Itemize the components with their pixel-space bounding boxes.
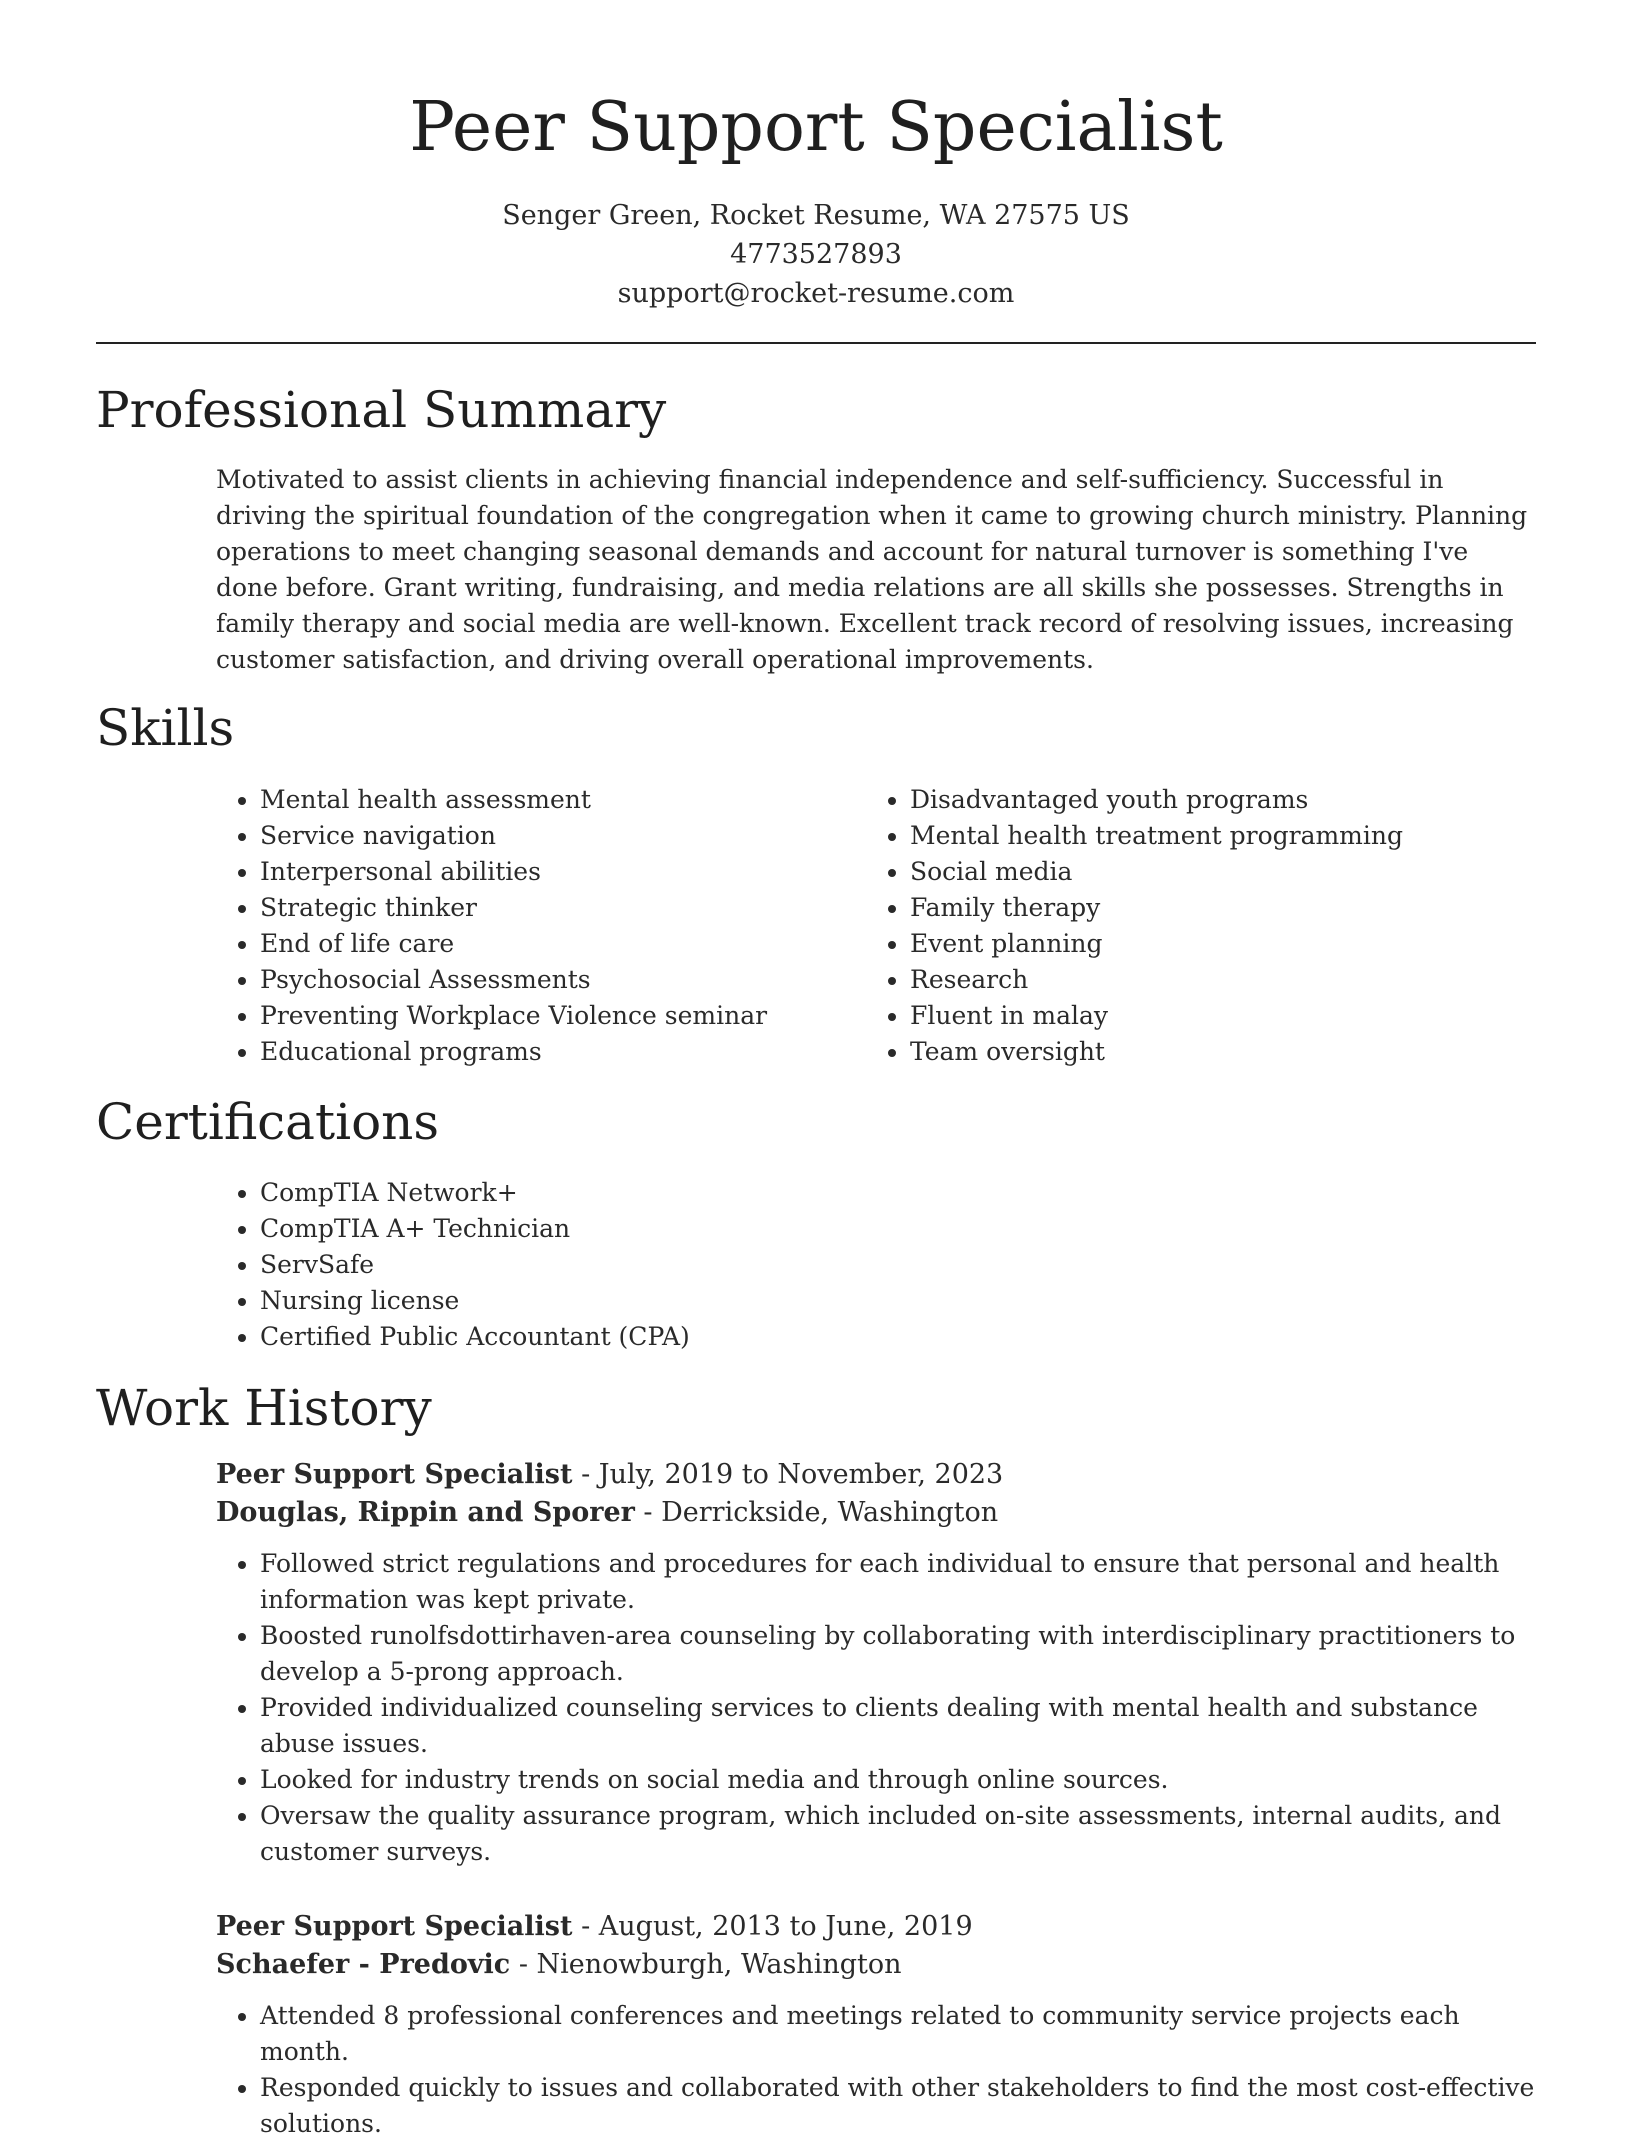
contact-block xyxy=(0,196,1632,313)
job-bullet: • Attended 8 professional conferences and meetings related to community service projects each month. xyxy=(260,1998,1538,2070)
header-divider xyxy=(96,342,1536,344)
certifications-block xyxy=(216,1175,1116,1355)
job-title-line xyxy=(216,1908,1538,1946)
job-location: - Derrickside, Washington xyxy=(634,1497,999,1528)
job-title-line xyxy=(216,1456,1538,1494)
certification-item: • Certified Public Accountant (CPA) xyxy=(260,1319,1116,1355)
skill-item: • Research xyxy=(910,962,1526,998)
contact-email: support@rocket-resume.com xyxy=(617,278,1015,309)
job-company: Schaefer - Predovic xyxy=(216,1949,511,1980)
skills-column-left xyxy=(216,782,836,1070)
job-bullet: • Responded quickly to issues and collaborated with other stakeholders to find the most cost-effective solutions. xyxy=(260,2070,1538,2142)
certification-item: • Nursing license xyxy=(260,1283,1116,1319)
skill-item: • Team oversight xyxy=(910,1034,1526,1070)
skill-item: • Mental health assessment xyxy=(260,782,836,818)
job-role: Peer Support Specialist xyxy=(216,1459,573,1490)
certification-item: • CompTIA A+ Technician xyxy=(260,1211,1116,1247)
skill-item: • Interpersonal abilities xyxy=(260,854,836,890)
contact-address: Senger Green, Rocket Resume, WA 27575 US xyxy=(502,200,1130,231)
skill-item: • Disadvantaged youth programs xyxy=(910,782,1526,818)
job-entry xyxy=(216,1908,1538,2142)
job-company: Douglas, Rippin and Sporer xyxy=(216,1497,635,1528)
skill-item: • Fluent in malay xyxy=(910,998,1526,1034)
job-bullet: • Boosted runolfsdottirhaven-area counseling by collaborating with interdisciplinary practitioners to develop a 5-prong approach. xyxy=(260,1618,1538,1690)
certification-item: • ServSafe xyxy=(260,1247,1116,1283)
job-bullet: • Oversaw the quality assurance program, which included on-site assessments, internal audits, and customer surveys. xyxy=(260,1798,1538,1870)
job-bullets xyxy=(216,1546,1538,1870)
contact-phone: 4773527893 xyxy=(730,239,902,270)
skills-list-left xyxy=(216,782,836,1070)
job-bullets xyxy=(216,1998,1538,2142)
skill-item: • Family therapy xyxy=(910,890,1526,926)
certification-item: • CompTIA Network+ xyxy=(260,1175,1116,1211)
resume-header xyxy=(0,0,1632,313)
skill-item: • End of life care xyxy=(260,926,836,962)
summary-heading: Professional Summary xyxy=(96,381,667,439)
job-role: Peer Support Specialist xyxy=(216,1911,573,1942)
candidate-name: Peer Support Specialist xyxy=(409,88,1223,167)
job-entry xyxy=(216,1456,1538,1870)
skill-item: • Educational programs xyxy=(260,1034,836,1070)
skills-heading: Skills xyxy=(96,699,235,757)
skill-item: • Psychosocial Assessments xyxy=(260,962,836,998)
job-location: - Nienowburgh, Washington xyxy=(510,1949,902,1980)
job-company-line xyxy=(216,1946,1538,1984)
work-history-heading: Work History xyxy=(96,1379,432,1437)
certifications-list xyxy=(216,1175,1116,1355)
job-bullet: • Provided individualized counseling services to clients dealing with mental health and substance abuse issues. xyxy=(260,1690,1538,1762)
skill-item: • Service navigation xyxy=(260,818,836,854)
skill-item: • Social media xyxy=(910,854,1526,890)
job-dates: - July, 2019 to November, 2023 xyxy=(572,1459,1004,1490)
skills-list-right xyxy=(866,782,1526,1070)
skill-item: • Event planning xyxy=(910,926,1526,962)
job-company-line xyxy=(216,1494,1538,1532)
skill-item: • Strategic thinker xyxy=(260,890,836,926)
summary-text: Motivated to assist clients in achieving financial independence and self-sufficiency. Successful in driving the spiritual foundation of the congregation when it came to growing church ministry. Planning operations to meet changing seasonal demands and account for natural turnover is something I've done before. Grant writing, fundraising, and media relations are all skills she possesses. Strengths in family therapy and social media are well-known. Excellent track record of resolving issues, increasing customer satisfaction, and driving overall operational improvements. xyxy=(216,465,1528,674)
skill-item: • Preventing Workplace Violence seminar xyxy=(260,998,836,1034)
certifications-heading: Certifications xyxy=(96,1093,440,1151)
skill-item: • Mental health treatment programming xyxy=(910,818,1526,854)
skills-column-right xyxy=(866,782,1526,1070)
job-bullet: • Followed strict regulations and procedures for each individual to ensure that personal and health information was kept private. xyxy=(260,1546,1538,1618)
job-bullet: • Looked for industry trends on social media and through online sources. xyxy=(260,1762,1538,1798)
job-dates: - August, 2013 to June, 2019 xyxy=(572,1911,973,1942)
